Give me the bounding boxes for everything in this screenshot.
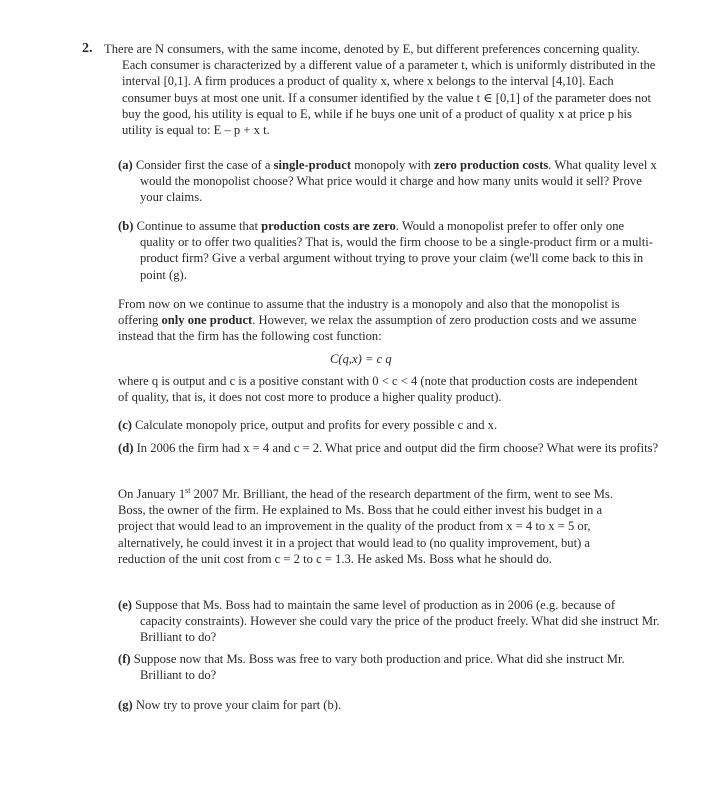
part-c-label: (c): [118, 418, 132, 432]
part-d: [118, 440, 660, 456]
part-c: [118, 417, 660, 433]
part-e: [118, 597, 660, 646]
part-c-text: Calculate monopoly price, output and profits for every possible c and x.: [135, 418, 498, 432]
part-g-label: (g): [118, 698, 133, 712]
part-b-bold-1: production costs are zero: [261, 219, 396, 233]
question-intro: There are N consumers, with the same income, denoted by E, but different preferences concerning quality. Each consumer is characterized by a different value of a parameter t, which is uniformly distributed in the interval [0,1]. A firm produces a product of quality x, where x belongs to the interval [4,10]. Each consumer buys at most one unit. If a consumer identified by the value t ∈ [0,1] of the parameter does not buy the good, his utility is equal to E, while if he buys one unit of a product of quality x at price p his utility is equal to: E – p + x t.: [104, 42, 656, 138]
para-1-text-1: From now on we continue to assume that the industry is a monopoly and also that the monopolist is offering: [118, 297, 620, 328]
part-a-text-3: . What quality level x would the monopolist choose? What price would it charge and how many units would it sell? Prove your claims.: [140, 158, 657, 205]
part-d-label: (d): [118, 441, 134, 455]
part-b-text-1: Continue to assume that: [136, 219, 262, 233]
part-d-text: In 2006 the firm had x = 4 and c = 2. What price and output did the firm choose? What were its profits?: [136, 441, 659, 455]
para-1-bold-1: only one product: [161, 313, 253, 328]
part-f-label: (f): [118, 652, 131, 666]
part-e-text: Suppose that Ms. Boss had to maintain the same level of production as in 2006 (e.g. because of capacity constraints). However she could vary the price of the product freely. What did she instruct Mr. Brilliant to do?: [135, 598, 660, 645]
part-f-text: Suppose now that Ms. Boss was free to vary both production and price. What did she instruct Mr. Brilliant to do?: [133, 652, 625, 683]
para-3-text-1: On January 1: [118, 487, 186, 501]
part-b: [118, 218, 660, 283]
paragraph-story: [118, 486, 640, 567]
part-a-bold-1: single-product: [273, 158, 352, 172]
question-number: 2.: [82, 41, 93, 56]
para-3-text-2: 2007 Mr. Brilliant, the head of the research department of the firm, went to see Ms. Boss, the owner of the firm. He explained to Ms. Boss that he could either invest his budget in a project that would lead to an improvement in the quality of the product from x = 4 to x = 5 or, alternatively, he could invest it in a project that would lead to (no quality improvement, but) a reduction of the unit cost from c = 2 to c = 1.3. He asked Ms. Boss what he should do.: [118, 487, 613, 566]
paragraph-assumptions: [118, 296, 640, 345]
part-b-text-2: . Would a monopolist prefer to offer only one quality or to offer two qualities? That is, would the firm choose to be a single-product firm or a multi-product firm? Give a verbal argument without trying to prove your claim (we'll come back to this in point (g).: [140, 219, 653, 282]
part-a: [118, 157, 660, 206]
para-3-sup: st: [185, 485, 191, 495]
para-1-text-2: . However, we relax the assumption of zero production costs and we assume instead that the firm has the following cost function:: [118, 313, 637, 344]
paragraph-cost-note: where q is output and c is a positive constant with 0 < c < 4 (note that production costs are independent of quality, that is, it does not cost more to produce a higher quality product).: [118, 374, 638, 405]
cost-function-formula: C(q,x) = c q: [330, 352, 392, 366]
part-a-bold-2: zero production costs: [434, 158, 549, 172]
part-e-label: (e): [118, 598, 132, 612]
part-b-label: (b): [118, 219, 134, 233]
part-g-text: Now try to prove your claim for part (b).: [135, 698, 342, 712]
part-a-text-2: monopoly with: [351, 158, 435, 172]
part-a-text-1: Consider first the case of a: [135, 158, 274, 172]
part-g: [118, 697, 660, 713]
part-a-label: (a): [118, 158, 133, 172]
part-f: [118, 651, 660, 683]
